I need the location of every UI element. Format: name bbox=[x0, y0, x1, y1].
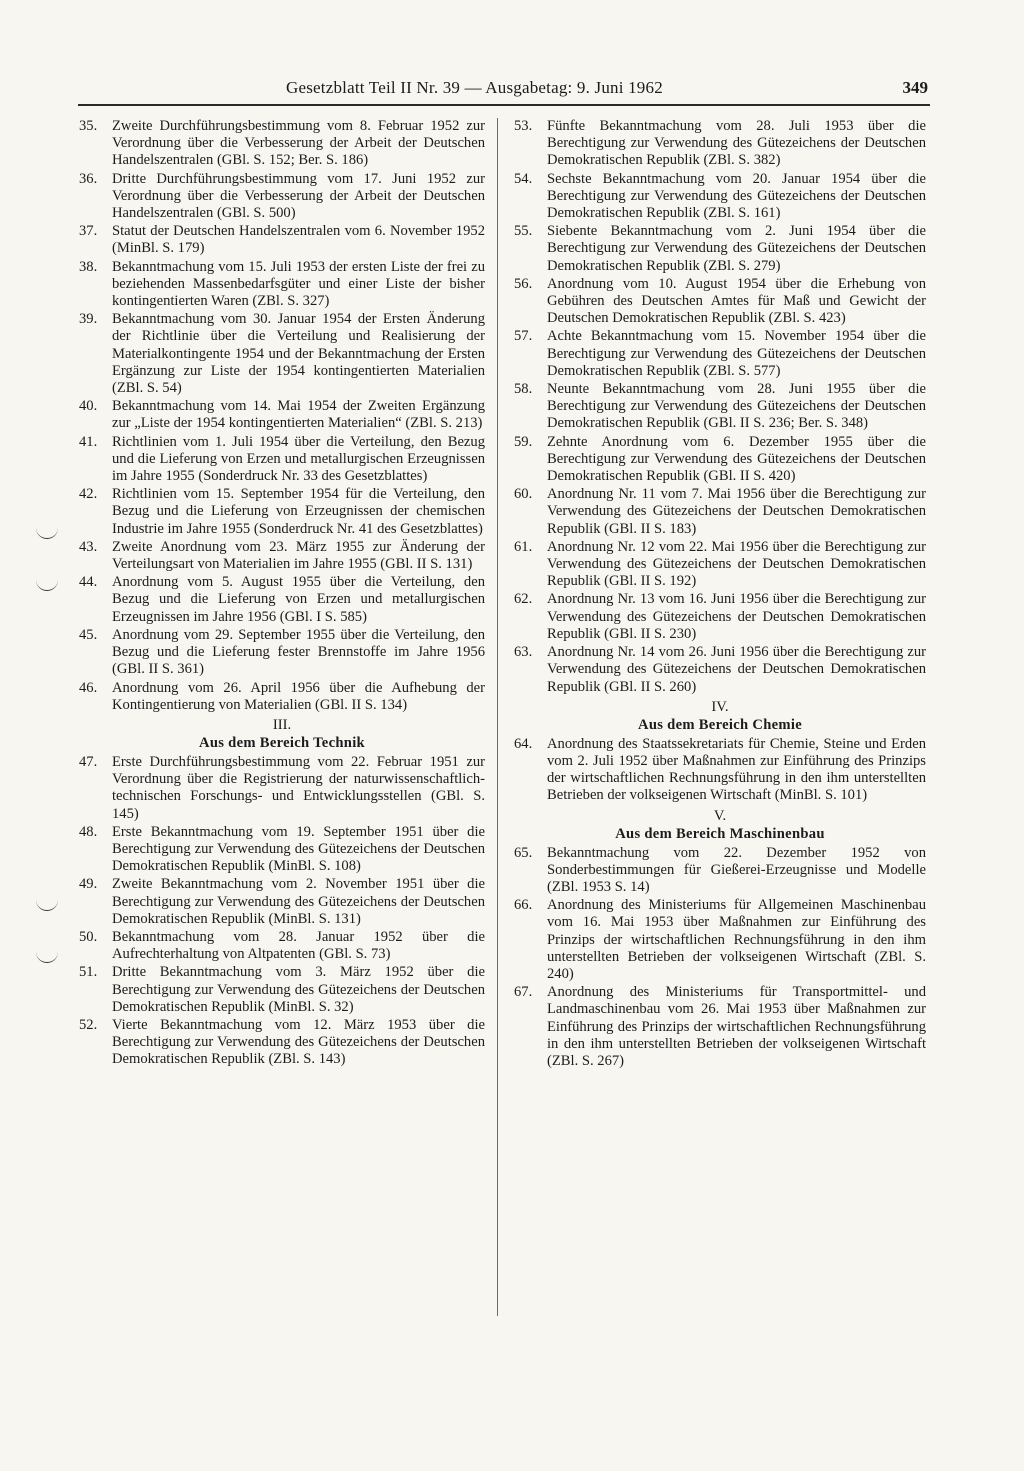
entry-number: 43. bbox=[79, 538, 98, 555]
list-item bbox=[79, 539, 485, 573]
entry-text: Richtlinien vom 15. September 1954 für die Verteilung, den Bezug und die Lieferung von Erzeugnissen der chemischen Industrie im Jahre 1955 (Sonderdruck Nr. 41 des Gesetzblattes) bbox=[112, 486, 485, 537]
entry-number: 36. bbox=[79, 170, 98, 187]
column-divider bbox=[497, 118, 498, 1316]
entry-text: Siebente Bekanntmachung vom 2. Juni 1954 über die Berechtigung zur Verwendung des Gütezeichens der Deutschen Demokratischen Republik (ZBl. S. 279) bbox=[547, 223, 926, 274]
list-item bbox=[514, 171, 926, 223]
list-item bbox=[79, 1017, 485, 1069]
entry-text: Sechste Bekanntmachung vom 20. Januar 1954 über die Berechtigung zur Verwendung des Gütezeichens der Deutschen Demokratischen Republik (ZBl. S. 161) bbox=[547, 170, 926, 222]
list-item bbox=[79, 398, 485, 432]
list-item bbox=[514, 984, 926, 1070]
entry-text: Anordnung vom 10. August 1954 über die Erhebung von Gebühren des Deutschen Amtes für Maß und Gewicht der Deutschen Demokratischen Republik (ZBl. S. 423) bbox=[547, 275, 926, 327]
section-number: III. bbox=[272, 716, 292, 733]
entry-text: Vierte Bekanntmachung vom 12. März 1953 über die Berechtigung zur Verwendung des Gütezeichens der Deutschen Demokratischen Republik (ZBl. S. 143) bbox=[112, 1016, 485, 1068]
entry-number: 60. bbox=[514, 486, 533, 503]
entry-text: Anordnung vom 26. April 1956 über die Aufhebung der Kontingentierung von Materialien (GBl. II S. 134) bbox=[112, 679, 485, 713]
entry-number: 38. bbox=[79, 258, 98, 275]
entry-number: 37. bbox=[79, 223, 98, 240]
entry-text: Bekanntmachung vom 15. Juli 1953 der ersten Liste der frei zu beziehenden Massenbedarfsgüter und einer Liste der bisher kontingentierten Waren (ZBl. S. 327) bbox=[112, 258, 485, 310]
entry-number: 53. bbox=[514, 118, 533, 134]
list-item bbox=[79, 876, 485, 928]
entry-number: 39. bbox=[79, 311, 98, 328]
entry-text: Anordnung des Ministeriums für Transportmittel- und Landmaschinenbau vom 26. Mai 1953 über Maßnahmen zur Einführung des Prinzips der wirtschaftlichen Rechnungsführung in den ihm unterstellten Betrieben der volkseigenen Wirtschaft (ZBl. S. 267) bbox=[547, 984, 926, 1069]
page-number: 349 bbox=[902, 78, 928, 97]
entry-text: Erste Durchführungsbestimmung vom 22. Februar 1951 zur Verordnung über die Registrierung der naturwissenschaftlich-technischen Forschungs- und Entwicklungsstellen (GBl. S. 145) bbox=[112, 753, 485, 822]
entry-text: Dritte Durchführungsbestimmung vom 17. Juni 1952 zur Verordnung über die Verbesserung der Arbeit der Deutschen Handelszentralen (GBl. S. 500) bbox=[112, 170, 485, 222]
entry-number: 44. bbox=[79, 574, 98, 591]
entry-text: Erste Bekanntmachung vom 19. September 1951 über die Berechtigung zur Verwendung des Gütezeichens der Deutschen Demokratischen Republik (MinBl. S. 108) bbox=[112, 823, 485, 875]
entry-number: 52. bbox=[79, 1016, 98, 1033]
list-item bbox=[79, 824, 485, 876]
entry-number: 67. bbox=[514, 984, 533, 1001]
entry-text: Achte Bekanntmachung vom 15. November 1954 über die Berechtigung zur Verwendung des Gütezeichens der Deutschen Demokratischen Republik (ZBl. S. 577) bbox=[547, 328, 926, 379]
margin-pencil-mark bbox=[36, 900, 58, 911]
section-title: Aus dem Bereich Technik bbox=[199, 734, 365, 751]
list-item bbox=[514, 223, 926, 275]
list-item bbox=[79, 118, 485, 170]
entry-text: Zweite Durchführungsbestimmung vom 8. Februar 1952 zur Verordnung über die Verbesserung der Arbeit der Deutschen Handelszentralen (GBl. S. 152; Ber. S. 186) bbox=[112, 118, 485, 169]
entry-text: Anordnung vom 5. August 1955 über die Verteilung, den Bezug und die Lieferung von Erzen und metallurgischen Erzeugnissen im Jahre 1956 (GBl. I S. 585) bbox=[112, 574, 485, 625]
entry-text: Zehnte Anordnung vom 6. Dezember 1955 über die Berechtigung zur Verwendung des Gütezeichens der Deutschen Demokratischen Republik (GBl. II S. 420) bbox=[547, 433, 926, 485]
list-item bbox=[514, 381, 926, 433]
entry-number: 65. bbox=[514, 844, 533, 861]
entry-text: Bekanntmachung vom 22. Dezember 1952 von Sonderbestimmungen für Gießerei-Erzeugnisse und Modelle (ZBl. 1953 S. 14) bbox=[547, 844, 926, 895]
header-title: Gesetzblatt Teil II Nr. 39 — Ausgabetag: 9. Juni 1962 bbox=[286, 78, 663, 97]
page-header bbox=[78, 76, 930, 106]
list-item bbox=[79, 754, 485, 823]
entry-text: Anordnung des Ministeriums für Allgemeinen Maschinenbau vom 16. Mai 1953 über Maßnahmen zur Einführung des Prinzips der wirtschaftlichen Rechnungsführung in den ihm unterstellten Betrieben der volkseigenen Wirtschaft (ZBl. S. 240) bbox=[547, 897, 926, 982]
entry-text: Zweite Anordnung vom 23. März 1955 zur Änderung der Verteilungsart von Materialien im Jahre 1955 (GBl. II S. 131) bbox=[112, 538, 485, 573]
entry-number: 57. bbox=[514, 328, 533, 345]
list-item bbox=[514, 539, 926, 591]
list-item bbox=[514, 845, 926, 897]
list-item bbox=[514, 897, 926, 983]
entry-number: 59. bbox=[514, 433, 533, 450]
entry-text: Anordnung Nr. 11 vom 7. Mai 1956 über die Berechtigung zur Verwendung des Gütezeichens der Deutschen Demokratischen Republik (GBl. II S. 183) bbox=[547, 486, 926, 537]
entry-number: 41. bbox=[79, 433, 98, 450]
list-item bbox=[514, 328, 926, 380]
entry-number: 46. bbox=[79, 679, 98, 696]
section-number: V. bbox=[713, 807, 727, 824]
list-item bbox=[514, 736, 926, 805]
list-item bbox=[79, 434, 485, 486]
list-item bbox=[79, 486, 485, 538]
entry-number: 56. bbox=[514, 275, 533, 292]
list-item bbox=[79, 223, 485, 257]
margin-pencil-mark bbox=[36, 580, 58, 591]
list-item bbox=[79, 574, 485, 626]
entry-number: 47. bbox=[79, 753, 98, 770]
entry-number: 54. bbox=[514, 170, 533, 187]
list-item bbox=[79, 680, 485, 714]
list-item bbox=[514, 118, 926, 170]
entry-text: Zweite Bekanntmachung vom 2. November 1951 über die Berechtigung zur Verwendung des Gütezeichens der Deutschen Demokratischen Republik (MinBl. S. 131) bbox=[112, 876, 485, 927]
section-number: IV. bbox=[711, 698, 729, 715]
list-item bbox=[514, 644, 926, 696]
entry-text: Fünfte Bekanntmachung vom 28. Juli 1953 über die Berechtigung zur Verwendung des Gütezeichens der Deutschen Demokratischen Republik (ZBl. S. 382) bbox=[547, 118, 926, 169]
entry-number: 40. bbox=[79, 398, 98, 415]
entry-text: Anordnung des Staatssekretariats für Chemie, Steine und Erden vom 2. Juli 1952 über Maßnahmen zur Einführung des Prinzips der wirtschaftlichen Rechnungsführung in den ihm unterstellten Betrieben der volkseigenen Wirtschaft (MinBl. S. 101) bbox=[547, 735, 926, 804]
entry-list-left-a bbox=[79, 118, 485, 714]
entry-number: 66. bbox=[514, 897, 533, 914]
entry-text: Anordnung vom 29. September 1955 über die Verteilung, den Bezug und die Lieferung fester Brennstoffe im Jahre 1956 (GBl. II S. 361) bbox=[112, 626, 485, 678]
entry-number: 51. bbox=[79, 964, 98, 981]
entry-list-left-b bbox=[79, 754, 485, 1069]
list-item bbox=[79, 311, 485, 397]
list-item bbox=[79, 627, 485, 679]
list-item bbox=[514, 486, 926, 538]
list-item bbox=[79, 964, 485, 1016]
section-title: Aus dem Bereich Chemie bbox=[637, 716, 802, 733]
entry-list-right-c bbox=[514, 845, 926, 1071]
entry-number: 45. bbox=[79, 626, 98, 643]
entry-text: Bekanntmachung vom 14. Mai 1954 der Zweiten Ergänzung zur „Liste der 1954 kontingentierten Materialien“ (ZBl. S. 213) bbox=[112, 398, 485, 432]
entry-number: 48. bbox=[79, 823, 98, 840]
entry-text: Bekanntmachung vom 28. Januar 1952 über die Aufrechterhaltung von Altpatenten (GBl. S. 73) bbox=[112, 928, 485, 963]
entry-number: 42. bbox=[79, 486, 98, 503]
entry-number: 58. bbox=[514, 381, 533, 398]
list-item bbox=[514, 276, 926, 328]
list-item bbox=[79, 171, 485, 223]
entry-text: Neunte Bekanntmachung vom 28. Juni 1955 über die Berechtigung zur Verwendung des Gütezeichens der Deutschen Demokratischen Republik (GBl. II S. 236; Ber. S. 348) bbox=[547, 381, 926, 432]
right-column bbox=[514, 118, 926, 1071]
section-title: Aus dem Bereich Maschinenbau bbox=[615, 825, 825, 842]
entry-number: 50. bbox=[79, 928, 98, 945]
list-item bbox=[79, 259, 485, 311]
entry-number: 35. bbox=[79, 118, 98, 134]
entry-text: Anordnung Nr. 12 vom 22. Mai 1956 über die Berechtigung zur Verwendung des Gütezeichens der Deutschen Demokratischen Republik (GBl. II S. 192) bbox=[547, 538, 926, 590]
entry-text: Dritte Bekanntmachung vom 3. März 1952 über die Berechtigung zur Verwendung des Gütezeichens der Deutschen Demokratischen Republik (MinBl. S. 32) bbox=[112, 964, 485, 1015]
entry-list-right-b bbox=[514, 736, 926, 805]
list-item bbox=[79, 929, 485, 963]
entry-text: Richtlinien vom 1. Juli 1954 über die Verteilung, den Bezug und die Lieferung von Erzen und metallurgischen Erzeugnissen im Jahre 1955 (Sonderdruck Nr. 33 des Gesetzblattes) bbox=[112, 433, 485, 485]
entry-number: 62. bbox=[514, 591, 533, 608]
list-item bbox=[514, 591, 926, 643]
margin-pencil-mark bbox=[36, 952, 58, 963]
entry-text: Bekanntmachung vom 30. Januar 1954 der Ersten Änderung der Richtlinie über die Verteilung und Realisierung der Materialkontingente 1954 und der Bekanntmachung der Ersten Ergänzung zur Liste der 1954 kontingentierten Materialien (ZBl. S. 54) bbox=[112, 311, 485, 397]
entry-text: Statut der Deutschen Handelszentralen vom 6. November 1952 (MinBl. S. 179) bbox=[112, 223, 485, 257]
entry-number: 61. bbox=[514, 538, 533, 555]
left-column bbox=[79, 118, 485, 1070]
entry-list-right-a bbox=[514, 118, 926, 696]
margin-pencil-mark bbox=[36, 528, 58, 539]
entry-number: 55. bbox=[514, 223, 533, 240]
entry-number: 49. bbox=[79, 876, 98, 893]
entry-text: Anordnung Nr. 14 vom 26. Juni 1956 über die Berechtigung zur Verwendung des Gütezeichens der Deutschen Demokratischen Republik (GBl. II S. 260) bbox=[547, 644, 926, 695]
list-item bbox=[514, 434, 926, 486]
entry-number: 63. bbox=[514, 644, 533, 661]
entry-number: 64. bbox=[514, 735, 533, 752]
entry-text: Anordnung Nr. 13 vom 16. Juni 1956 über die Berechtigung zur Verwendung des Gütezeichens der Deutschen Demokratischen Republik (GBl. II S. 230) bbox=[547, 591, 926, 642]
